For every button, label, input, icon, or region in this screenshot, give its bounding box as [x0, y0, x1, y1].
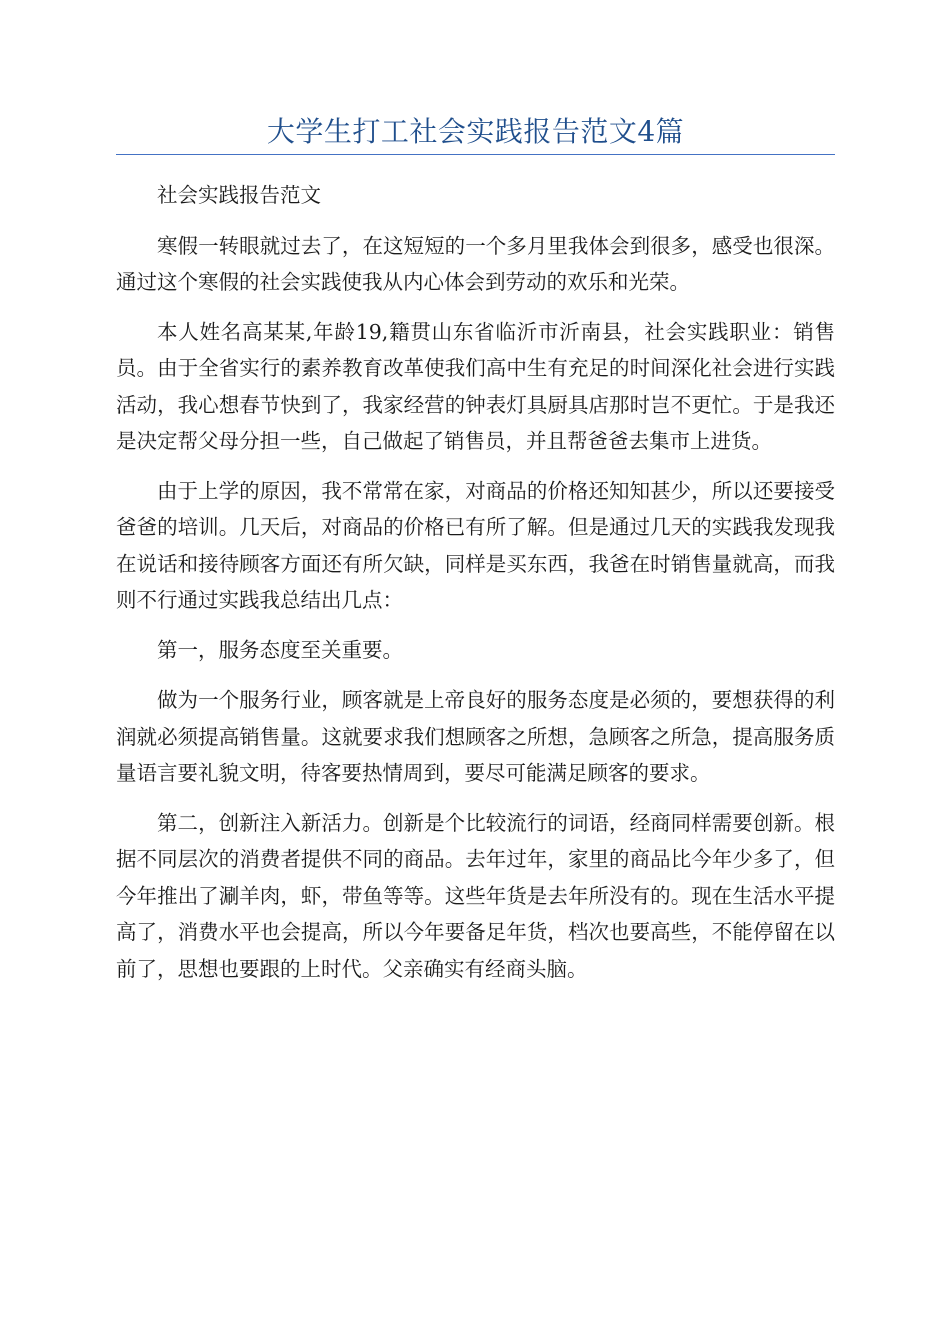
paragraph: 由于上学的原因，我不常常在家，对商品的价格还知知甚少，所以还要接受爸爸的培训。几天后，对商品的价格已有所了解。但是通过几天的实践我发现我在说话和接待顾客方面还有所欠缺，同样是买东西，我爸在时销售量就高，而我则不行通过实践我总结出几点： — [116, 478, 835, 612]
document-body — [116, 177, 835, 987]
paragraph: 做为一个服务行业，顾客就是上帝良好的服务态度是必须的，要想获得的利润就必须提高销售量。这就要求我们想顾客之所想，急顾客之所急，提高服务质量语言要礼貌文明，待客要热情周到，要尽可能满足顾客的要求。 — [116, 688, 835, 785]
title-underline-divider — [116, 154, 835, 155]
paragraph: 本人姓名高某某,年龄19,籍贯山东省临沂市沂南县，社会实践职业：销售员。由于全省实行的素养教育改革使我们高中生有充足的时间深化社会进行实践活动，我心想春节快到了，我家经营的钟表灯具厨具店那时岂不更忙。于是我还是决定帮父母分担一些，自己做起了销售员，并且帮爸爸去集市上进货。 — [116, 319, 835, 453]
section-label: 社会实践报告范文 — [157, 183, 321, 207]
document-page — [116, 112, 835, 1000]
paragraph: 第二，创新注入新活力。创新是个比较流行的词语，经商同样需要创新。根据不同层次的消费者提供不同的商品。去年过年，家里的商品比今年少多了，但今年推出了涮羊肉，虾，带鱼等等。这些年货是去年所没有的。现在生活水平提高了，消费水平也会提高，所以今年要备足年货，档次也要高些，不能停留在以前了，思想也要跟的上时代。父亲确实有经商头脑。 — [116, 810, 835, 981]
paragraph: 寒假一转眼就过去了，在这短短的一个多月里我体会到很多，感受也很深。通过这个寒假的社会实践使我从内心体会到劳动的欢乐和光荣。 — [116, 233, 835, 294]
document-title: 大学生打工社会实践报告范文4篇 — [266, 115, 685, 148]
point-heading: 第一，服务态度至关重要。 — [157, 637, 403, 662]
